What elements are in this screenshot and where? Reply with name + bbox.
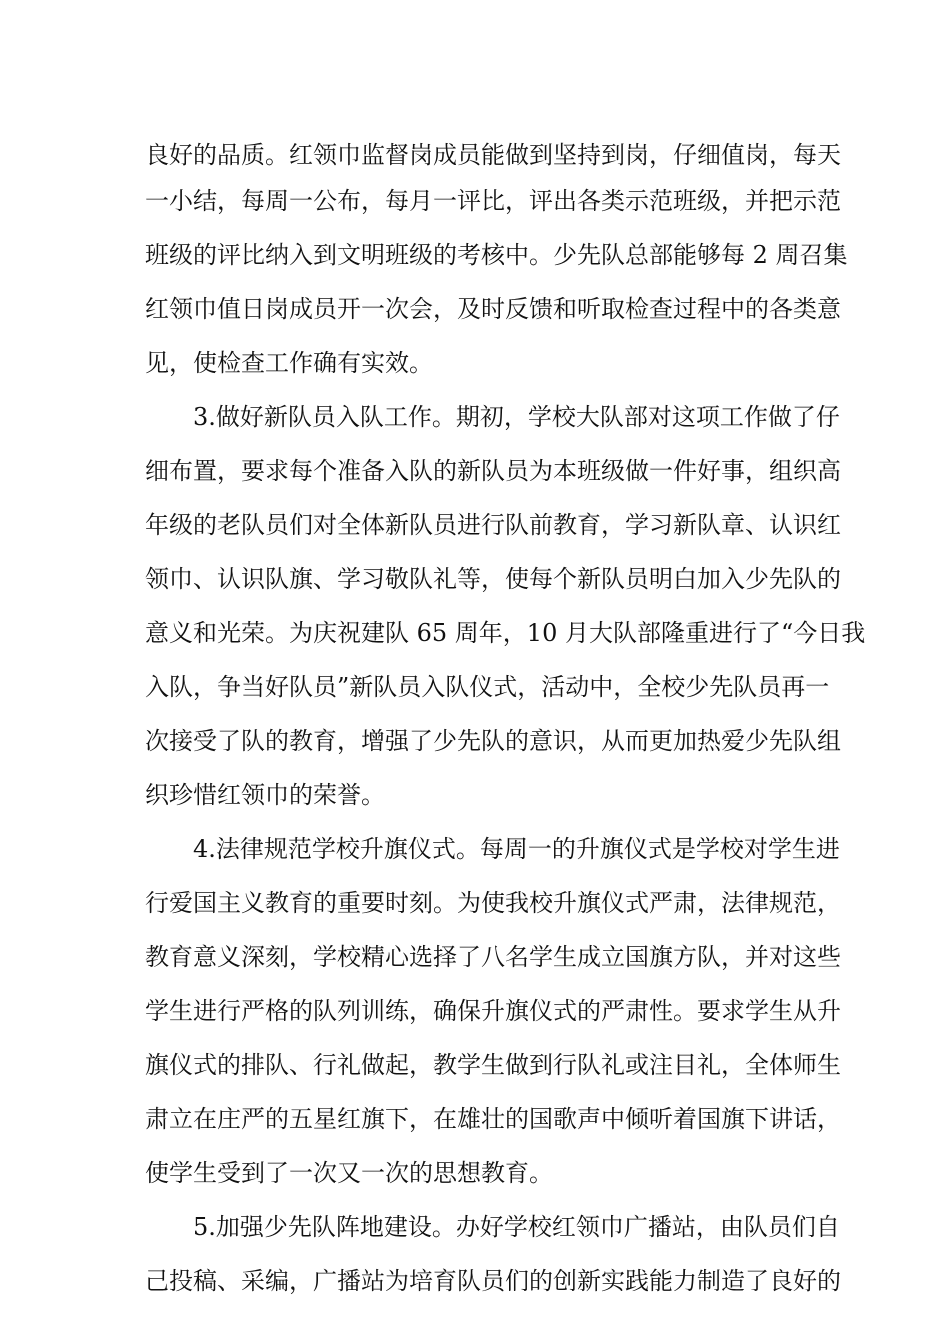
text-line: 班级的评比纳入到文明班级的考核中。少先队总部能够每 2 周召集: [145, 241, 848, 269]
text-line: 红领巾值日岗成员开一次会，及时反馈和听取检查过程中的各类意: [145, 295, 841, 323]
text-line: 肃立在庄严的五星红旗下，在雄壮的国歌声中倾听着国旗下讲话，: [145, 1105, 841, 1133]
text-line: 教育意义深刻，学校精心选择了八名学生成立国旗方队，并对这些: [145, 943, 841, 971]
text-line: 次接受了队的教育，增强了少先队的意识，从而更加热爱少先队组: [145, 727, 841, 755]
text-line: 细布置，要求每个准备入队的新队员为本班级做一件好事，组织高: [145, 457, 841, 485]
text-line: 年级的老队员们对全体新队员进行队前教育，学习新队章、认识红: [145, 511, 841, 539]
paragraph-4-start: 4.法律规范学校升旗仪式。每周一的升旗仪式是学校对学生进: [193, 835, 840, 863]
text-line: 旗仪式的排队、行礼做起，教学生做到行队礼或注目礼，全体师生: [145, 1051, 841, 1079]
paragraph-3-start: 3.做好新队员入队工作。期初，学校大队部对这项工作做了仔: [193, 403, 840, 431]
paragraph-5-start: 5.加强少先队阵地建设。办好学校红领巾广播站，由队员们自: [193, 1213, 840, 1241]
text-line: 见，使检查工作确有实效。: [145, 349, 433, 377]
text-line: 学生进行严格的队列训练，确保升旗仪式的严肃性。要求学生从升: [145, 997, 841, 1025]
text-line: 己投稿、采编，广播站为培育队员们的创新实践能力制造了良好的: [145, 1267, 841, 1295]
text-line: 织珍惜红领巾的荣誉。: [145, 781, 385, 809]
text-line: 意义和光荣。为庆祝建队 65 周年，10 月大队部隆重进行了“今日我: [145, 619, 866, 647]
text-line: 一小结，每周一公布，每月一评比，评出各类示范班级，并把示范: [145, 187, 841, 215]
text-line: 良好的品质。红领巾监督岗成员能做到坚持到岗，仔细值岗，每天: [145, 141, 841, 169]
text-line: 领巾、认识队旗、学习敬队礼等，使每个新队员明白加入少先队的: [145, 565, 841, 593]
text-line: 入队，争当好队员”新队员入队仪式，活动中，全校少先队员再一: [145, 673, 830, 701]
text-line: 行爱国主义教育的重要时刻。为使我校升旗仪式严肃，法律规范，: [145, 889, 841, 917]
text-line: 使学生受到了一次又一次的思想教育。: [145, 1159, 553, 1187]
